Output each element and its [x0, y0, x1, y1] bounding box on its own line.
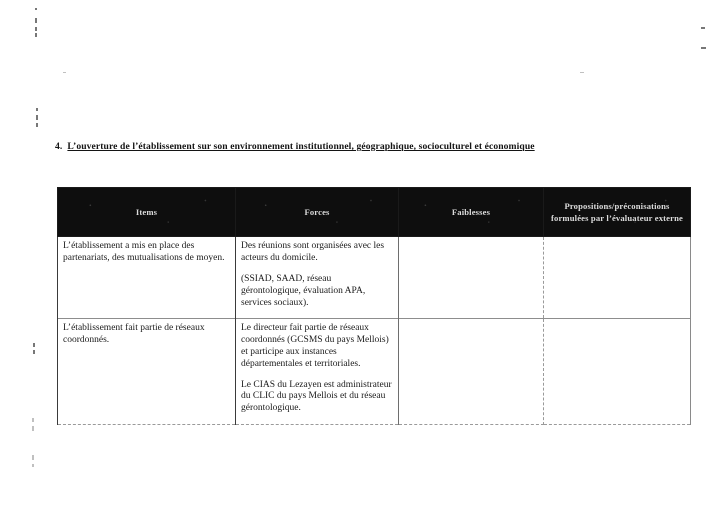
cell-text: Le directeur fait partie de réseaux coordonnés (GCSMS du pays Mellois) et participe aux instances départementales et territoriales.: [241, 323, 389, 369]
scan-artifact: [33, 350, 35, 354]
scan-artifact: [35, 18, 37, 23]
cell-items: [58, 319, 236, 425]
table-header-row: [58, 188, 691, 237]
scan-artifact: [35, 33, 37, 37]
cell-propositions: [544, 319, 691, 425]
scan-artifact: [36, 108, 38, 111]
section-title: L’ouverture de l’établissement sur son environnement institutionnel, géographique, socioculturel et économique: [67, 141, 535, 152]
cell-faiblesses: [399, 319, 544, 425]
scan-artifact: [32, 426, 34, 431]
scan-artifact: [32, 464, 34, 467]
scan-artifact: [32, 455, 34, 460]
scan-artifact: [35, 8, 37, 10]
scan-artifact: [33, 343, 35, 347]
scan-artifact: [701, 47, 706, 49]
scan-artifact: [36, 123, 38, 127]
cell-text: Le CIAS du Lezayen est administrateur du CLIC du pays Mellois et du réseau gérontologique.: [241, 379, 392, 414]
scan-artifact: [701, 27, 705, 29]
table-row: [58, 319, 691, 425]
scan-artifact: [63, 72, 66, 73]
cell-faiblesses: [399, 237, 544, 319]
cell-text: Des réunions sont organisées avec les acteurs du domicile.: [241, 241, 385, 263]
cell-text: L’établissement a mis en place des partenariats, des mutualisations de moyen.: [63, 241, 225, 263]
column-header-items: Items: [58, 188, 236, 237]
column-header-forces: Forces: [236, 188, 399, 237]
evaluation-table: [57, 187, 691, 425]
scan-artifact: [36, 115, 38, 120]
section-heading: [55, 141, 695, 153]
scan-artifact: [35, 27, 37, 31]
column-header-faiblesses: Faiblesses: [399, 188, 544, 237]
column-header-propositions: Propositions/préconisations formulées par l’évaluateur externe: [544, 188, 691, 237]
scan-artifact: [32, 418, 34, 422]
scan-artifact: [580, 72, 584, 73]
section-number: 4.: [55, 141, 63, 152]
cell-text: (SSIAD, SAAD, réseau gérontologique, évaluation APA, services sociaux).: [241, 273, 366, 308]
cell-items: [58, 237, 236, 319]
cell-propositions: [544, 237, 691, 319]
cell-forces: [236, 237, 399, 319]
table-row: [58, 237, 691, 319]
cell-forces: [236, 319, 399, 425]
cell-text: L’établissement fait partie de réseaux coordonnés.: [63, 323, 205, 345]
